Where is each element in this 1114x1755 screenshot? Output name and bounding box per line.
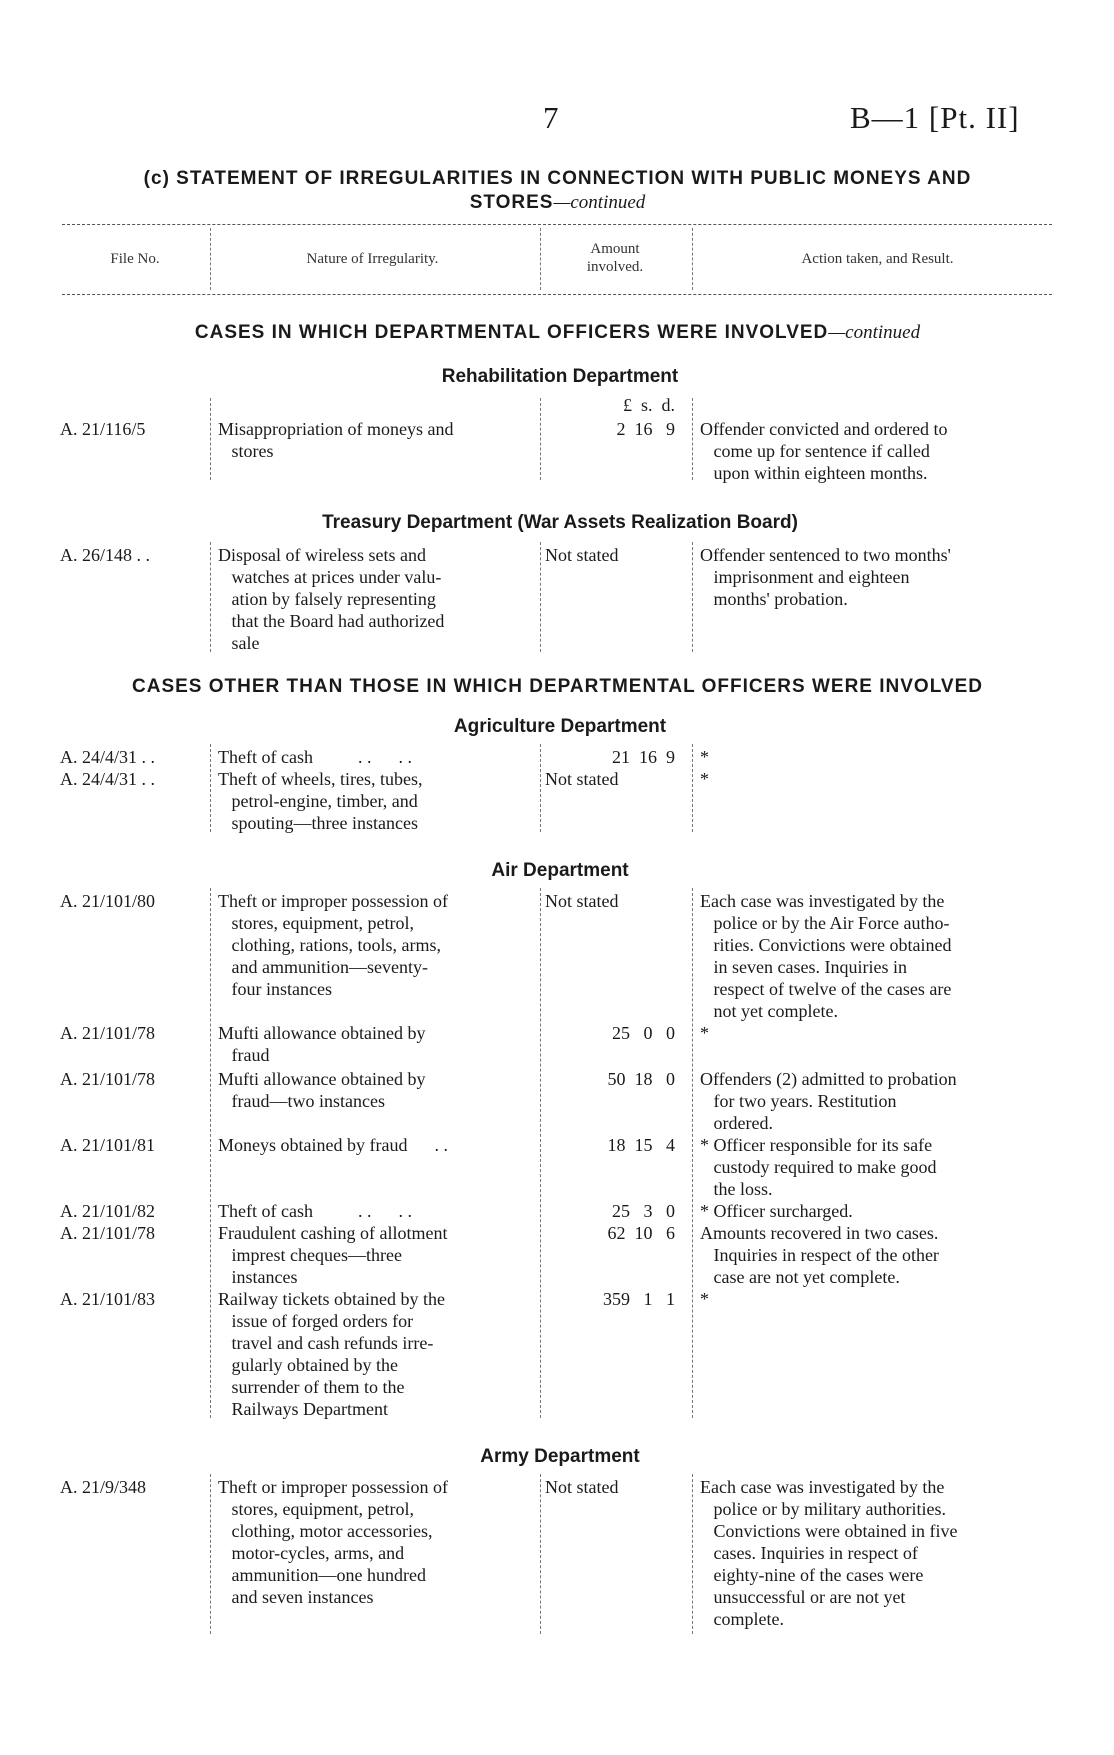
irregularity-description: Disposal of wireless sets and watches at prices under valu- ation by falsely representing that the Board had authorized sale <box>218 545 445 653</box>
page-number: 7 <box>543 100 559 135</box>
section-heading-text: CASES IN WHICH DEPARTMENTAL OFFICERS WERE INVOLVED <box>194 322 829 343</box>
action-taken: * <box>700 1023 709 1043</box>
column-header-action: Action taken, and Result. <box>801 251 954 267</box>
header-bottom-rule <box>62 294 1052 295</box>
irregularity-description: Fraudulent cashing of allotment imprest cheques—three instances <box>218 1223 448 1287</box>
column-separator <box>540 888 541 1418</box>
file-number: A. 26/148 . . <box>60 545 150 565</box>
column-header-amount-line1: Amount <box>590 241 640 257</box>
action-taken: * <box>700 1289 709 1309</box>
file-number: A. 21/101/83 <box>60 1289 156 1309</box>
column-separator <box>210 888 211 1418</box>
column-separator <box>210 542 211 652</box>
irregularity-description: Railway tickets obtained by the issue of forged orders for travel and cash refunds irre- gularly obtained by the surrender of them to the Railways Department <box>218 1289 445 1419</box>
action-taken: * Officer responsible for its safe custody required to make good the loss. <box>700 1135 937 1199</box>
column-separator <box>692 888 693 1418</box>
department-heading-treasury: Treasury Department (War Assets Realization Board) <box>322 512 798 533</box>
amount-involved: 2 16 9 <box>616 419 675 439</box>
file-number: A. 24/4/31 . . <box>60 769 156 789</box>
section-heading-suffix: —continued <box>828 322 921 343</box>
column-header-file-no: File No. <box>110 251 160 267</box>
file-number: A. 21/116/5 <box>60 419 146 439</box>
amount-involved: Not stated <box>545 1477 619 1497</box>
action-taken: Offenders (2) admitted to probation for two years. Restitution ordered. <box>700 1069 957 1133</box>
file-number: A. 24/4/31 . . <box>60 747 156 767</box>
statement-title-line1: (c) STATEMENT OF IRREGULARITIES IN CONNECTION WITH PUBLIC MONEYS AND <box>143 168 972 189</box>
amount-involved: 18 15 4 <box>607 1135 675 1155</box>
column-separator <box>210 744 211 832</box>
irregularity-description: Mufti allowance obtained by fraud—two instances <box>218 1069 426 1111</box>
department-heading-rehabilitation: Rehabilitation Department <box>441 366 679 387</box>
document-reference: B—1 [Pt. II] <box>850 100 1020 135</box>
file-number: A. 21/9/348 <box>60 1477 147 1497</box>
irregularity-description: Moneys obtained by fraud . . <box>218 1135 448 1155</box>
column-separator <box>692 542 693 652</box>
column-separator <box>210 398 211 480</box>
column-separator <box>540 744 541 832</box>
action-taken: * <box>700 769 709 789</box>
irregularity-description: Theft of cash . . . . <box>218 747 412 767</box>
action-taken: Offender convicted and ordered to come up for sentence if called upon within eighteen months. <box>700 419 948 483</box>
header-top-rule <box>62 224 1052 225</box>
action-taken: Each case was investigated by the police or by military authorities. Convictions were obtained in five cases. Inquiries in respect of eighty-nine of the cases were unsuccessful or are not yet complete. <box>700 1477 958 1629</box>
amount-involved: 25 0 0 <box>612 1023 675 1043</box>
column-separator <box>540 1474 541 1634</box>
column-separator <box>540 398 541 480</box>
file-number: A. 21/101/80 <box>60 891 156 911</box>
file-number: A. 21/101/78 <box>60 1069 156 1089</box>
column-header-amount <box>545 240 685 276</box>
statement-title-suffix: —continued <box>553 192 646 213</box>
header-separator <box>540 228 541 290</box>
amount-involved: 25 3 0 <box>612 1201 675 1221</box>
file-number: A. 21/101/78 <box>60 1023 156 1043</box>
amount-involved: Not stated <box>545 545 619 565</box>
department-heading-army: Army Department <box>480 1446 640 1467</box>
amount-involved: Not stated <box>545 891 619 911</box>
header-separator <box>210 228 211 290</box>
irregularity-description: Theft or improper possession of stores, equipment, petrol, clothing, motor accessories, motor-cycles, arms, and ammunition—one hundred and seven instances <box>218 1477 448 1607</box>
action-taken: Amounts recovered in two cases. Inquiries in respect of the other case are not yet complete. <box>700 1223 939 1287</box>
irregularity-description: Misappropriation of moneys and stores <box>218 419 454 461</box>
currency-header: £ s. d. <box>622 395 675 415</box>
irregularity-description: Mufti allowance obtained by fraud <box>218 1023 426 1065</box>
irregularity-description: Theft or improper possession of stores, equipment, petrol, clothing, rations, tools, arms, and ammunition—seventy- four instances <box>218 891 448 999</box>
section-heading-officers-involved <box>60 322 1055 344</box>
statement-title <box>60 168 1055 190</box>
column-separator <box>210 1474 211 1634</box>
column-separator <box>692 744 693 832</box>
action-taken: Each case was investigated by the police or by the Air Force autho- rities. Convictions were obtained in seven cases. Inquiries in respect of twelve of the cases are not yet complete. <box>700 891 952 1021</box>
column-separator <box>540 542 541 652</box>
amount-involved: 21 16 9 <box>612 747 675 767</box>
department-heading-agriculture: Agriculture Department <box>453 716 667 737</box>
column-header-nature: Nature of Irregularity. <box>306 251 439 267</box>
irregularity-description: Theft of cash . . . . <box>218 1201 412 1221</box>
amount-involved: 50 18 0 <box>607 1069 675 1089</box>
statement-title-continued <box>60 192 1055 214</box>
file-number: A. 21/101/82 <box>60 1201 156 1221</box>
section-heading-others: CASES OTHER THAN THOSE IN WHICH DEPARTMENTAL OFFICERS WERE INVOLVED <box>132 676 983 697</box>
column-separator <box>692 398 693 480</box>
irregularity-description: Theft of wheels, tires, tubes, petrol-engine, timber, and spouting—three instances <box>218 769 423 833</box>
column-header-amount-line2: involved. <box>586 259 644 275</box>
amount-involved: 62 10 6 <box>607 1223 675 1243</box>
amount-involved: Not stated <box>545 769 619 789</box>
department-heading-air: Air Department <box>491 860 629 881</box>
statement-title-line2: STORES <box>469 192 554 213</box>
amount-involved: 359 1 1 <box>603 1289 675 1309</box>
action-taken: * <box>700 747 709 767</box>
header-separator <box>692 228 693 290</box>
action-taken: * Officer surcharged. <box>700 1201 853 1221</box>
action-taken: Offender sentenced to two months' imprisonment and eighteen months' probation. <box>700 545 951 609</box>
file-number: A. 21/101/78 <box>60 1223 156 1243</box>
column-separator <box>692 1474 693 1634</box>
file-number: A. 21/101/81 <box>60 1135 156 1155</box>
